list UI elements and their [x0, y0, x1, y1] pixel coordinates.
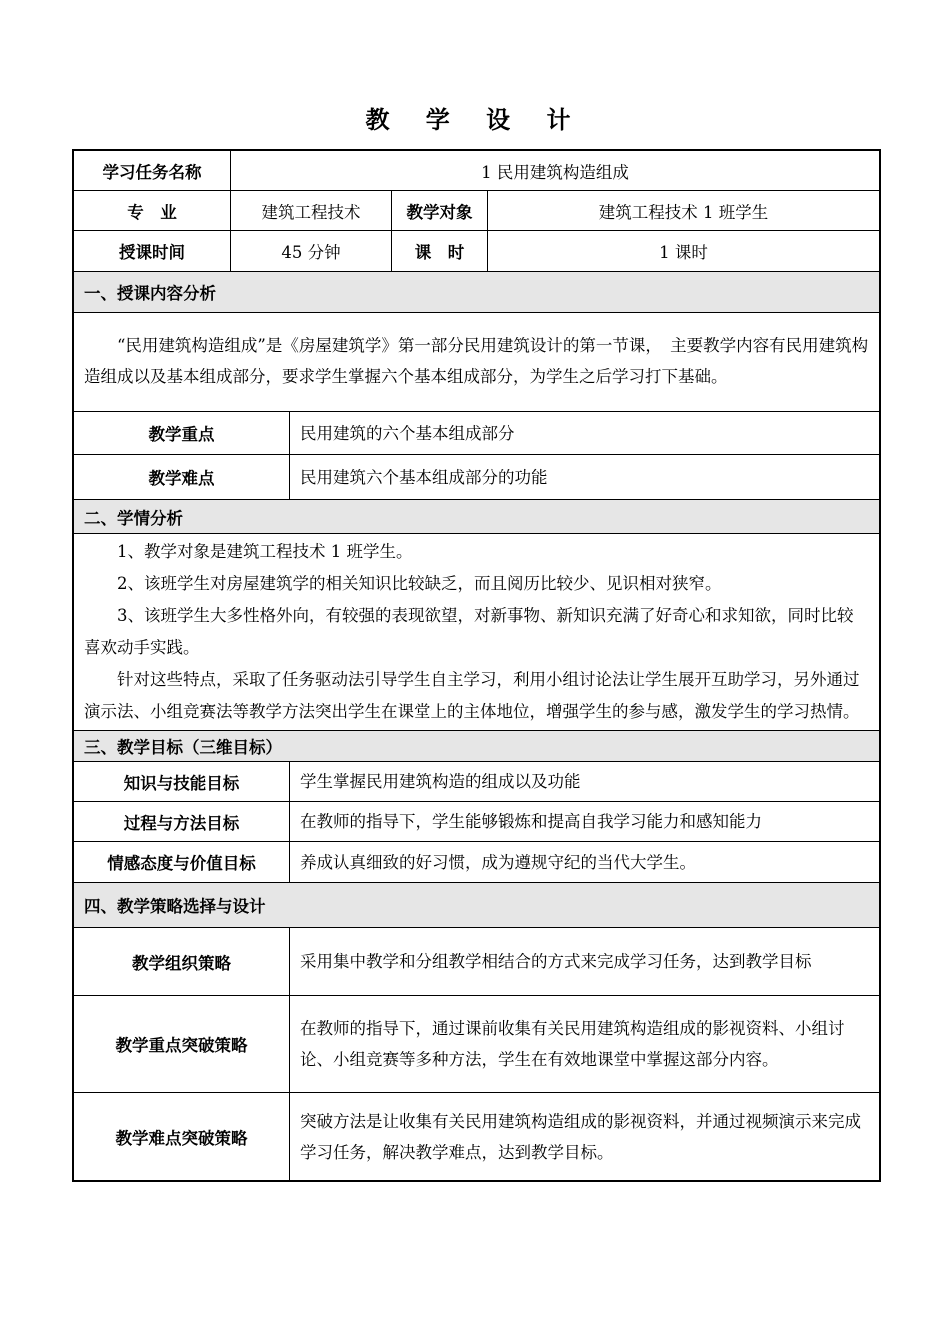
audience-label: 教学对象 — [392, 191, 488, 231]
section-title: 二、学情分析 — [74, 500, 880, 534]
audience-value: 建筑工程技术 1 班学生 — [488, 191, 880, 231]
hours-value: 1 课时 — [488, 231, 880, 272]
lesson-plan-table — [72, 149, 881, 1182]
goal-value: 学生掌握民用建筑构造的组成以及功能 — [290, 762, 880, 802]
strategy-value: 在教师的指导下，通过课前收集有关民用建筑构造组成的影视资料、小组讨论、小组竞赛等多种方法，学生在有效地课堂中掌握这部分内容。 — [290, 996, 880, 1093]
difficulty-label: 教学难点 — [74, 455, 290, 500]
section-content-analysis — [73, 272, 880, 500]
section-learner-analysis — [73, 500, 880, 731]
hours-label: 课 时 — [392, 231, 488, 272]
learner-paragraph: 2、该班学生对房屋建筑学的相关知识比较缺乏，而且阅历比较少、见识相对狭窄。 — [117, 574, 722, 593]
learner-paragraph: 3、该班学生大多性格外向，有较强的表现欲望，对新事物、新知识充满了好奇心和求知欲，同时比较喜欢动手实践。 — [84, 606, 854, 657]
goal-label: 情感态度与价值目标 — [74, 842, 290, 883]
goal-value: 养成认真细致的好习惯，成为遵规守纪的当代大学生。 — [290, 842, 880, 883]
strategy-value: 采用集中教学和分组教学相结合的方式来完成学习任务，达到教学目标 — [290, 928, 880, 996]
strategy-label: 教学组织策略 — [74, 928, 290, 996]
document-title: 教 学 设 计 — [365, 105, 585, 134]
task-name-value: 1 民用建筑构造组成 — [231, 151, 880, 191]
section-title: 一、授课内容分析 — [74, 272, 880, 313]
section-strategy-design — [73, 883, 880, 1181]
key-point-label: 教学重点 — [74, 412, 290, 455]
header-table — [73, 150, 880, 272]
time-label: 授课时间 — [74, 231, 231, 272]
major-label: 专 业 — [74, 191, 231, 231]
learner-paragraph: 针对这些特点，采取了任务驱动法引导学生自主学习，利用小组讨论法让学生展开互助学习，另外通过演示法、小组竞赛法等教学方法突出学生在课堂上的主体地位，增强学生的参与感，激发学生的学习热情。 — [84, 670, 860, 721]
major-value: 建筑工程技术 — [231, 191, 392, 231]
strategy-value: 突破方法是让收集有关民用建筑构造组成的影视资料，并通过视频演示来完成学习任务，解决教学难点，达到教学目标。 — [290, 1093, 880, 1181]
section-title: 四、教学策略选择与设计 — [74, 883, 880, 928]
time-value: 45 分钟 — [231, 231, 392, 272]
strategy-label: 教学重点突破策略 — [74, 996, 290, 1093]
section-title: 三、教学目标（三维目标） — [74, 731, 880, 762]
content-analysis-cell — [74, 313, 880, 412]
strategy-label: 教学难点突破策略 — [74, 1093, 290, 1181]
goal-label: 知识与技能目标 — [74, 762, 290, 802]
goal-value: 在教师的指导下，学生能够锻炼和提高自我学习能力和感知能力 — [290, 802, 880, 842]
learner-paragraph: 1、教学对象是建筑工程技术 1 班学生。 — [117, 542, 413, 561]
key-point-value: 民用建筑的六个基本组成部分 — [290, 412, 880, 455]
learner-analysis-cell — [74, 534, 880, 731]
goal-label: 过程与方法目标 — [74, 802, 290, 842]
difficulty-value: 民用建筑六个基本组成部分的功能 — [290, 455, 880, 500]
content-analysis-paragraph: “民用建筑构造组成”是《房屋建筑学》第一部分民用建筑设计的第一节课， 主要教学内容有民用建筑构造组成以及基本组成部分，要求学生掌握六个基本组成部分，为学生之后学习打下基础。 — [84, 336, 869, 386]
section-teaching-goals — [73, 731, 880, 883]
task-name-label: 学习任务名称 — [74, 151, 231, 191]
